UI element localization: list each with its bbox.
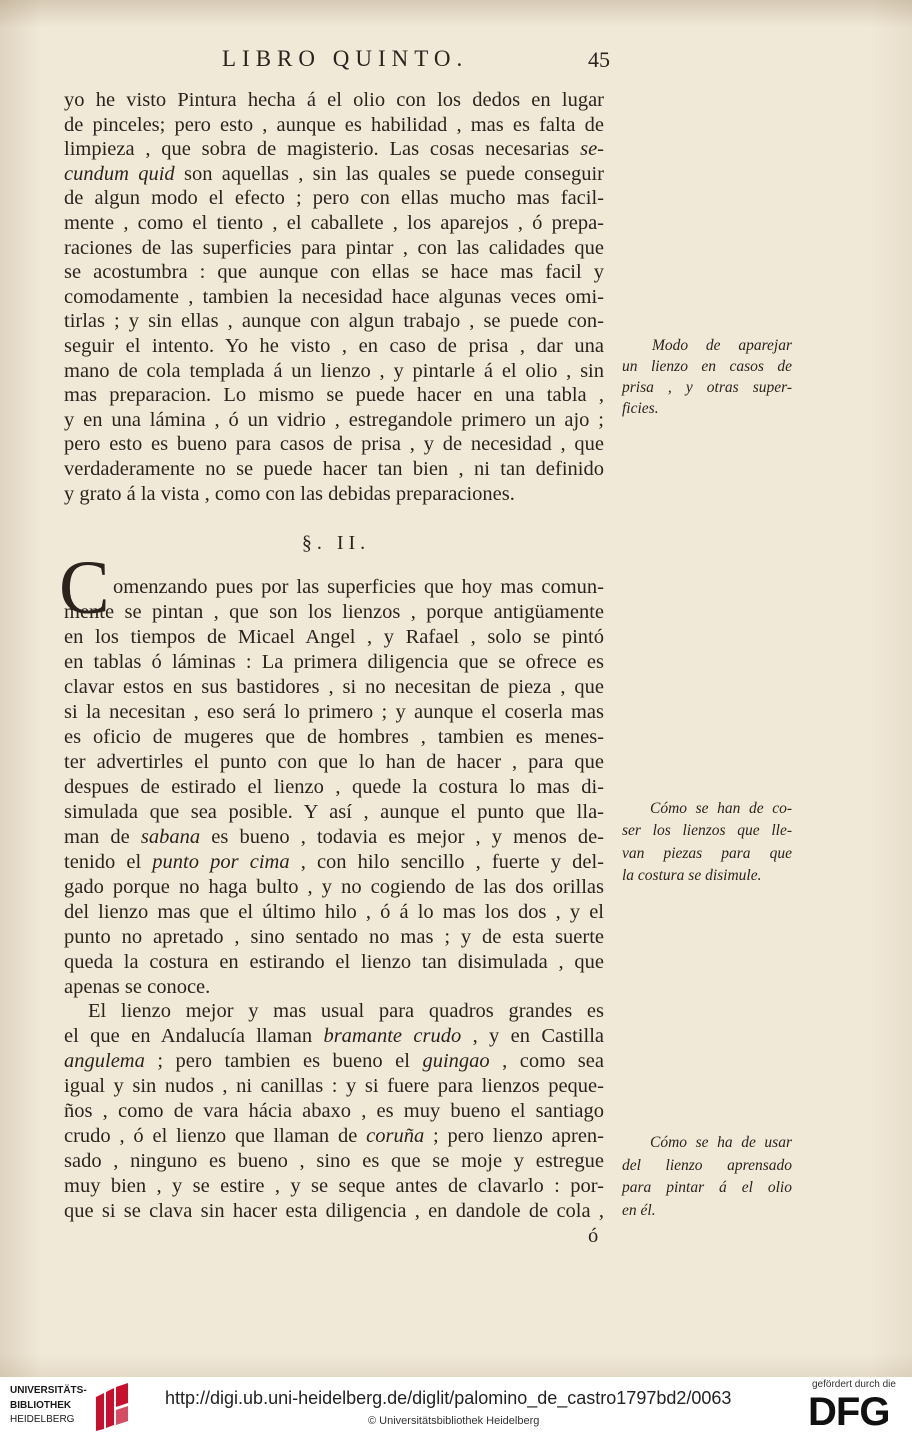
text-run: mas preparacion. Lo mismo se puede hacer en una tabla , [64,384,604,407]
text-line [64,1024,604,1049]
text-line [64,186,604,211]
text-line [622,398,792,419]
text-run: seguir el intento. Yo he visto , en caso de prisa , dar una [64,334,604,357]
text-run: del lienzo aprensado [622,1156,792,1174]
paragraph-2 [64,575,604,1000]
text-run: Cómo se han de co- [650,800,792,817]
library-logo-text[interactable] [10,1384,87,1428]
paragraph-3 [64,999,604,1224]
text-run: van piezas para que [622,844,792,862]
text-run: limpieza , que sobra de magisterio. Las cosas necesarias [64,138,581,161]
text-run: ños , como de vara hácia abaxo , es muy bueno el santiago [64,1100,604,1122]
text-line [64,600,604,625]
text-line [64,950,604,975]
paragraph-1 [64,88,604,506]
italic-text: bramante crudo [323,1025,462,1047]
library-name-line: HEIDELBERG [10,1414,75,1425]
text-run: tenido el [64,851,153,873]
text-line [64,236,604,261]
text-line [64,359,604,384]
text-run: para pintar á el olio [622,1179,792,1197]
text-line [64,650,604,675]
text-run: prisa , y otras super- [622,379,792,396]
text-line [64,750,604,775]
text-line [64,137,604,162]
text-line [622,1177,792,1200]
text-run: , como sea [489,1050,604,1072]
text-run: verdaderamente no se puede hacer tan bien , ni tan definido [64,457,604,480]
text-run: man de [64,826,141,848]
text-line [64,575,604,600]
text-run: ser los lienzos que lle- [622,822,792,840]
marginal-note-2 [622,798,792,887]
text-line [64,88,604,113]
text-line [622,865,792,887]
text-run: comodamente , tambien la necesidad hace algunas veces omi- [64,285,604,308]
library-name-line: BIBLIOTHEK [10,1399,72,1411]
text-run: punto no apretado , sino sentado no mas ; y de esta suerte [64,926,604,948]
permalink-url[interactable]: http://digi.ub.uni-heidelberg.de/diglit/palomino_de_castro1797bd2/0063 [165,1388,732,1408]
text-line [622,843,792,865]
text-run: son aquellas , sin las quales se puede conseguir [174,162,604,185]
text-line [64,925,604,950]
section-heading: §. II. [301,532,371,554]
text-run: gado porque no haga bulto , y no cogiendo de las dos orillas [64,876,604,898]
library-name-line: UNIVERSITÄTS- [10,1385,87,1396]
text-run: igual y sin nudos , ni canillas : y si fuere para lienzos peque- [64,1075,604,1097]
text-line [622,356,792,377]
text-run: se acostumbra : que aunque con ellas se hace mas facil y [64,261,604,284]
text-line [64,850,604,875]
text-run: es bueno , todavia es mejor , y menos de- [200,826,604,848]
text-line [64,408,604,433]
text-run: clavar estos en sus bastidores , si no necesitan de pieza , que [64,676,604,698]
text-run: sado , ninguno es bueno , sino es que se moje y estregue [64,1150,604,1172]
marginal-note-3 [622,1132,792,1222]
text-line [64,482,604,507]
text-line [64,383,604,408]
text-line [64,334,604,359]
text-run: Modo de aparejar [652,337,792,354]
italic-text: sabana [140,826,201,848]
text-run: de pinceles; pero esto , aunque es habilidad , mas es falta de [64,113,604,136]
text-line [622,1132,792,1155]
text-run: en tablas ó láminas : La primera diligencia que se ofrece es [64,651,604,673]
text-run: ficies. [622,400,659,417]
text-run: ter advertirles el punto con que lo han de hacer , para que [64,751,604,773]
funding-label: gefördert durch die [812,1379,896,1390]
text-run: y grato á la vista , como con las debidas preparaciones. [64,482,515,505]
text-line [622,1155,792,1178]
copyright-notice: © Universitätsbibliothek Heidelberg [368,1415,540,1427]
text-line [64,775,604,800]
italic-text: angulema [64,1050,145,1072]
dfg-logo[interactable]: DFG [808,1390,890,1434]
text-run: pero esto es bueno para casos de prisa , y de necesidad , que [64,433,604,456]
drop-cap: C [59,546,110,630]
text-line [622,798,792,820]
italic-text: guingao [422,1050,490,1072]
text-run: queda la costura en estirando el lienzo tan disimulada , que [64,951,604,973]
page-number: 45 [588,47,610,72]
text-line [64,285,604,310]
text-line [64,1174,604,1199]
marginal-note-1 [622,335,792,419]
text-run: un lienzo en casos de [622,358,792,375]
text-line [64,457,604,482]
text-line [64,113,604,138]
text-run: El lienzo mejor y mas usual para quadros grandes es [88,1000,604,1022]
text-run: la costura se disimule. [622,866,762,884]
text-line [64,1074,604,1099]
text-run: omenzando pues por las superficies que hoy mas comun- [113,576,604,598]
text-line [64,900,604,925]
text-line [622,377,792,398]
text-line [64,1199,604,1224]
text-run: y en una lámina , ó un vidrio , estregandole primero un ajo ; [64,408,604,431]
text-line [64,725,604,750]
text-run: crudo , ó el lienzo que llaman de [64,1125,367,1147]
text-line [64,975,604,1000]
text-line [64,162,604,187]
text-run: del lienzo mas que el último hilo , ó á lo mas los dos , y el [64,901,604,923]
text-run: en él. [622,1201,656,1219]
text-run: apenas se conoce. [64,976,211,998]
text-line [64,1099,604,1124]
italic-text: coruña [366,1125,425,1147]
text-line [622,1200,792,1223]
text-run: tirlas ; y sin ellas , aunque con algun trabajo , se puede con- [64,310,604,333]
text-run: despues de estirado el lienzo , quede la costura lo mas di- [64,776,604,798]
text-line [64,800,604,825]
text-line [64,1124,604,1149]
text-run: , y en Castilla [461,1025,604,1047]
text-line [64,875,604,900]
text-run: yo he visto Pintura hecha á el olio con los dedos en lugar [64,89,604,111]
text-line [64,700,604,725]
text-run: el que en Andalucía llaman [64,1025,324,1047]
text-run: es oficio de mugeres que de hombres , tambien es menes- [64,726,604,748]
text-line [64,432,604,457]
text-run: raciones de las superficies para pintar , con las calidades que [64,236,604,259]
text-line [64,625,604,650]
text-line [64,260,604,285]
italic-text: se- [580,138,604,161]
text-run: si la necesitan , eso será lo primero ; y aunque el coserla mas [64,701,604,723]
text-line [64,211,604,236]
text-line [64,825,604,850]
text-line [622,820,792,842]
text-line [64,1149,604,1174]
text-run: muy bien , y se estire , y se seque antes de clavarlo : por- [64,1175,604,1197]
text-run: de algun modo el efecto ; pero con ellas mucho mas facil- [64,187,604,210]
running-title: LIBRO QUINTO. [222,46,469,71]
library-book-icon[interactable] [94,1383,130,1431]
text-run: en los tiempos de Micael Angel , y Rafael , solo se pintó [64,626,604,648]
text-run: mano de cola templada á un lienzo , y pintarle á el olio , sin [64,359,604,382]
text-run: Cómo se ha de usar [650,1134,792,1151]
text-line [622,335,792,356]
text-run: ; pero tambien es bueno el [144,1050,423,1072]
text-line [64,1049,604,1074]
text-line [64,999,604,1024]
text-line [64,309,604,334]
text-run: que si se clava sin hacer esta diligencia , en dandole de cola , [64,1200,604,1222]
catchword: ó [588,1225,599,1247]
text-run: ; pero lienzo apren- [424,1125,604,1147]
text-run: , con hilo sencillo , fuerte y del- [289,851,604,873]
text-line [64,675,604,700]
italic-text: punto por cima [152,851,290,873]
italic-text: cundum quid [64,162,175,185]
text-run: mente se pintan , que son los lienzos , porque antigüamente [64,601,604,623]
text-run: mente , como el tiento , el caballete , los aparejos , ó prepa- [64,211,604,234]
text-run: simulada que sea posible. Y así , aunque el punto que lla- [64,801,604,823]
